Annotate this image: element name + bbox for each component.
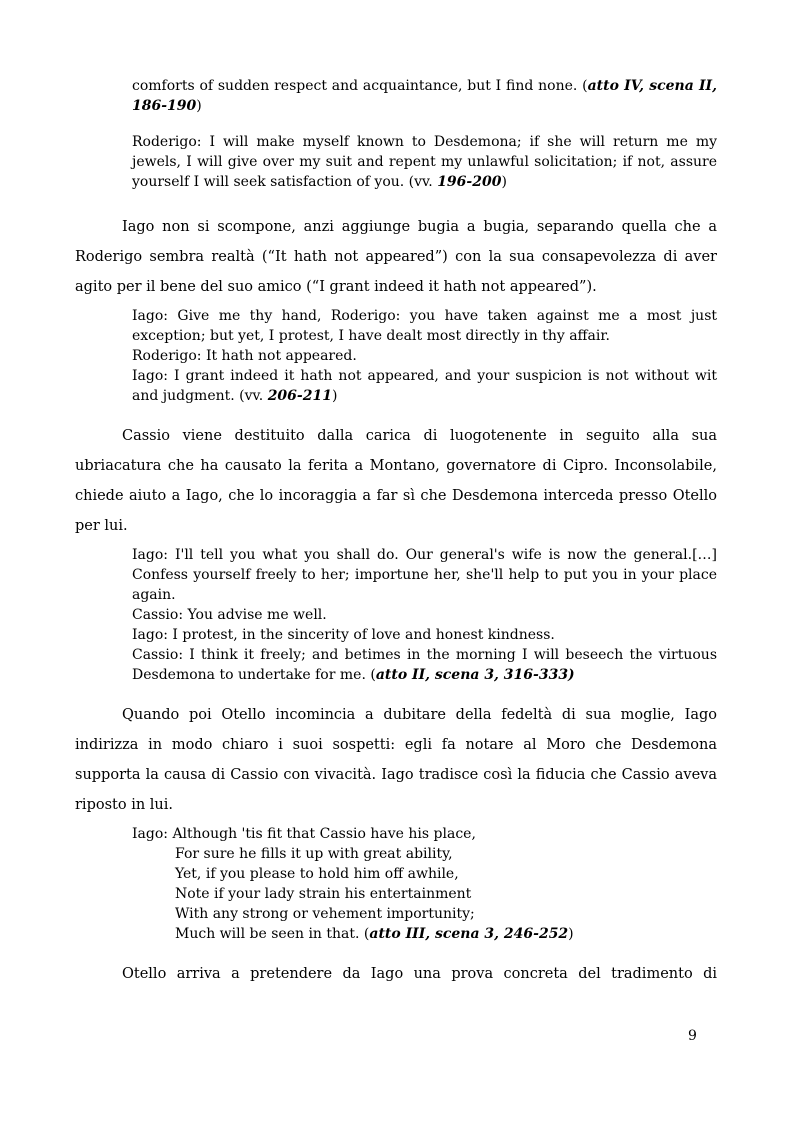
verse-block bbox=[132, 824, 574, 944]
quote-line: Roderigo: It hath not appeared. bbox=[132, 348, 357, 364]
body-paragraph-3: Quando poi Otello incomincia a dubitare della fedeltà di sua moglie, Iago indirizza in modo chiaro i suoi sospetti: egli fa notare al Moro che Desdemona supporta la causa di Cassio con vivacità. Iago tradisce così la fiducia che Cassio aveva riposto in lui. bbox=[75, 707, 717, 813]
page-number: 9 bbox=[688, 1028, 697, 1044]
verse-line: Yet, if you please to hold him off awhile, bbox=[175, 866, 459, 882]
quote-line: Cassio: I think it freely; and betimes in the morning I will beseech the virtuous Desdemona to undertake for me. (atto II, scena 3, 316-333) bbox=[132, 647, 717, 683]
quote-line: Roderigo: I will make myself known to Desdemona; if she will return me my jewels, I will give over my suit and repent my unlawful solicitation; if not, assure yourself I will seek satisfaction of you. (vv. 196-200) bbox=[132, 134, 717, 190]
verse-line: For sure he fills it up with great ability, bbox=[175, 846, 453, 862]
quote-line: Iago: I'll tell you what you shall do. Our general's wife is now the general.[…] Confess yourself freely to her; importune her, she'll help to put you in your place again. bbox=[132, 547, 717, 603]
quote-line: Iago: I protest, in the sincerity of love and honest kindness. bbox=[132, 627, 555, 643]
citation: atto IV, scena II, 186-190 bbox=[132, 78, 717, 114]
quote-block-3 bbox=[132, 545, 717, 685]
verse-line: Note if your lady strain his entertainment bbox=[175, 886, 472, 902]
body-paragraph-1: Iago non si scompone, anzi aggiunge bugia a bugia, separando quella che a Roderigo sembra realtà (“It hath not appeared”) con la sua consapevolezza di aver agito per il bene del suo amico (“I grant indeed it hath not appeared”). bbox=[75, 219, 717, 295]
quote-line: Iago: I grant indeed it hath not appeared, and your suspicion is not without wit and judgment. (vv. 206-211) bbox=[132, 368, 717, 404]
citation: 206-211 bbox=[267, 388, 332, 404]
quote-line: Cassio: You advise me well. bbox=[132, 607, 327, 623]
verse-line: With any strong or vehement importunity; bbox=[175, 906, 475, 922]
citation: 196-200 bbox=[437, 174, 502, 190]
verse-line: Iago: Although 'tis fit that Cassio have his place, bbox=[132, 826, 476, 842]
body-paragraph-2: Cassio viene destituito dalla carica di luogotenente in seguito alla sua ubriacatura che ha causato la ferita a Montano, governatore di Cipro. Inconsolabile, chiede aiuto a Iago, che lo incoraggia a far sì che Desdemona interceda presso Otello per lui. bbox=[75, 428, 717, 534]
citation: atto III, scena 3, 246-252 bbox=[369, 926, 569, 942]
quote-line: Iago: Give me thy hand, Roderigo: you have taken against me a most just exception; but yet, I protest, I have dealt most directly in thy affair. bbox=[132, 308, 717, 344]
quote-line: comforts of sudden respect and acquaintance, but I find none. (atto IV, scena II, 186-190) bbox=[132, 78, 717, 114]
verse-line: Much will be seen in that. (atto III, scena 3, 246-252) bbox=[175, 926, 574, 942]
citation: atto II, scena 3, 316-333) bbox=[375, 667, 575, 683]
quote-block-2 bbox=[132, 306, 717, 406]
body-paragraph-4: Otello arriva a pretendere da Iago una prova concreta del tradimento di bbox=[122, 966, 717, 982]
quote-block-1 bbox=[132, 76, 717, 192]
